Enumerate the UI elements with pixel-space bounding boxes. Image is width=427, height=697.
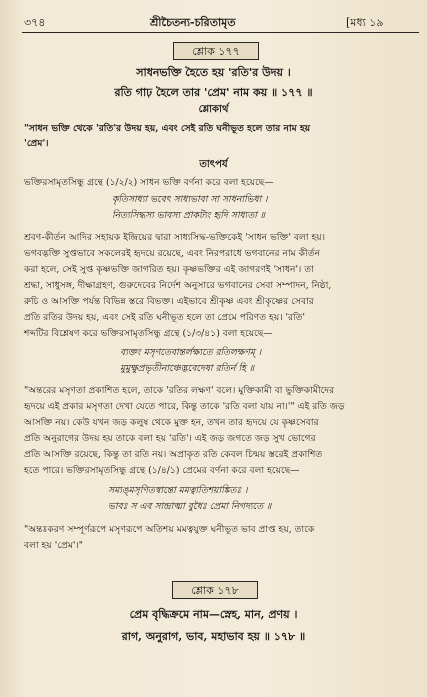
purport-line: বলা হয় 'প্রেম'।" <box>24 540 83 551</box>
translation-line-2: 'প্রেম'। <box>24 138 49 149</box>
purport-line: শ্রবণ-কীর্তন আদির সহায়ক ইন্দ্রিয়ের দ্বারা সাধ্যসিদ্ধ-ভক্তিকেই 'সাধন ভক্তি' বলা হয়। <box>24 232 325 243</box>
purport-line: প্রতি অনুরাগের উদয় হয় তাকে বলা হয় 'রতি'। এই জড় জগতে জড় সুখ ভোগের <box>24 433 316 444</box>
purport-line: আসক্তি নয়। কেউ যখন জড় কলুষ থেকে মুক্ত হন, তখন তার হৃদয়ে যে কৃষ্ণসেবার <box>24 417 319 428</box>
sanskrit-quote-line: কৃতিসাধ্যা ভবেৎ সাধ্যভাবা সা সাধনাভিধা । <box>112 194 268 205</box>
sanskrit-quote-line: সম্যঙ্‌মসৃণিতস্বান্তো মমত্বাতিশয়াঙ্কিতঃ । <box>108 485 248 496</box>
purport-line: করা হলে, সেই সুপ্ত কৃষ্ণভক্তি জাগরিত হয়। কৃষ্ণভক্তির এই জাগরণই 'সাধন'। তা <box>24 264 314 275</box>
purport-line: ভক্তিরসামৃতসিন্ধু গ্রন্থে (১/২/২) সাধন ভক্তি বর্ণনা করে বলা হয়েছে— <box>24 177 274 188</box>
sanskrit-quote-line: নিত্যসিদ্ধস্য ভাবস্য প্রাকট্যং হৃদি সাধ্যতা ॥ <box>112 210 266 221</box>
purport-line: ভগবদ্ভক্তি সুপ্তভাবে সকলেরই হৃদয়ে রয়েছে, এবং নিরপরাধে ভগবানের নাম কীর্তন <box>24 248 321 259</box>
translation-line-1: "সাধন ভক্তি থেকে 'রতি'র উদয় হয়, এবং সেই রতি ঘনীভূত হলে তার নাম হয় <box>24 123 311 134</box>
verse-178-line-1: প্রেম বৃদ্ধিক্রমে নাম—স্নেহ, মান, প্রণয় । <box>129 608 298 621</box>
verse-178-line-2: রাগ, অনুরাগ, ভাব, মহাভাব হয় ॥ ১৭৮ ॥ <box>121 630 306 643</box>
sanskrit-quote-line: ব্যক্তং মসৃণতেবান্তর্লক্ষ্যতে রতিলক্ষণম্ । <box>120 347 262 358</box>
page-number: ৩৭৪ <box>24 16 46 29</box>
purport-line: শব্দটির বিশ্লেষণ করে ভক্তিরসামৃতসিন্ধু গ্রন্থে (১/৩/৪১) বলা হয়েছে— <box>24 328 273 339</box>
purport-line: হতে পারে। ভক্তিরসামৃতসিন্ধু গ্রন্থে (১/৪/১) প্রেমের বর্ণনা করে বলা হয়েছে— <box>24 465 300 476</box>
header-divider <box>22 32 419 33</box>
purport-line: প্রতি আসক্তি রয়েছে, কিন্তু তা রতি নয়। অপ্রাকৃত রতি কেবল চিন্ময় স্তরেই প্রকাশিত <box>24 449 323 460</box>
purport-line: হৃদয়ে এই প্রকার মসৃণতা দেখা যেতে পারে, কিন্তু তাকে 'রতি বলা যায় না।'" এই রতি জড় <box>24 401 345 412</box>
book-title: শ্রীচৈতন্য-চরিতামৃত <box>150 16 236 29</box>
verse-177-label: শ্লোক ১৭৭ <box>192 45 240 58</box>
chapter-reference: [মধ্য ১৯ <box>346 16 384 29</box>
purport-line: "অন্তরের মসৃণতা প্রকাশিত হলে, তাকে 'রতির লক্ষণ' বলে। মুক্তিকামী বা ভুক্তিকামীদের <box>24 385 335 396</box>
purport-line: "অন্তঃকরণ সম্পূর্ণরূপে মসৃণরূপে অতিশয় মমত্বযুক্ত ঘনীভূত ভাব প্রাপ্ত হয়, তাকে <box>24 524 315 535</box>
purport-line: রুচি ও আসক্তি পর্যন্ত বিভিন্ন স্তরে বিভক্ত। এইভাবে শ্রীকৃষ্ণ এবং শ্রীকৃষ্ণের সেবার <box>24 296 314 307</box>
sanskrit-quote-line: মুমুক্ষুপ্রভৃতীনাঞ্চেদ্ভবেদেষা রতির্ন হি ॥ <box>120 363 255 374</box>
translation-heading: শ্লোকার্থ <box>198 104 229 115</box>
verse-177-line-1: সাধনভক্তি হৈতে হয় 'রতি'র উদয় । <box>136 66 291 79</box>
verse-178-label: শ্লোক ১৭৮ <box>191 584 239 597</box>
verse-177-line-2: রতি গাঢ় হৈলে তার 'প্রেম' নাম কয় ॥ ১৭৭ ॥ <box>114 86 313 99</box>
purport-heading: তাৎপর্য <box>199 159 228 170</box>
purport-line: শ্রদ্ধা, সাধুসঙ্গ, দীক্ষাগ্রহণ, গুরুদেবের নির্দেশ অনুসারে ভগবানের সেবা সম্পাদন, নিষ্ঠা, <box>24 280 332 291</box>
purport-line: প্রতি রতির উদয় হয়, এবং সেই রতি ঘনীভূত হলে তা প্রেমে পরিণত হয়। 'রতি' <box>24 312 306 323</box>
sanskrit-quote-line: ভাবঃ স এব সান্দ্রাত্মা বুধৈঃ প্রেমা নিগদ্যতে ॥ <box>108 501 272 512</box>
